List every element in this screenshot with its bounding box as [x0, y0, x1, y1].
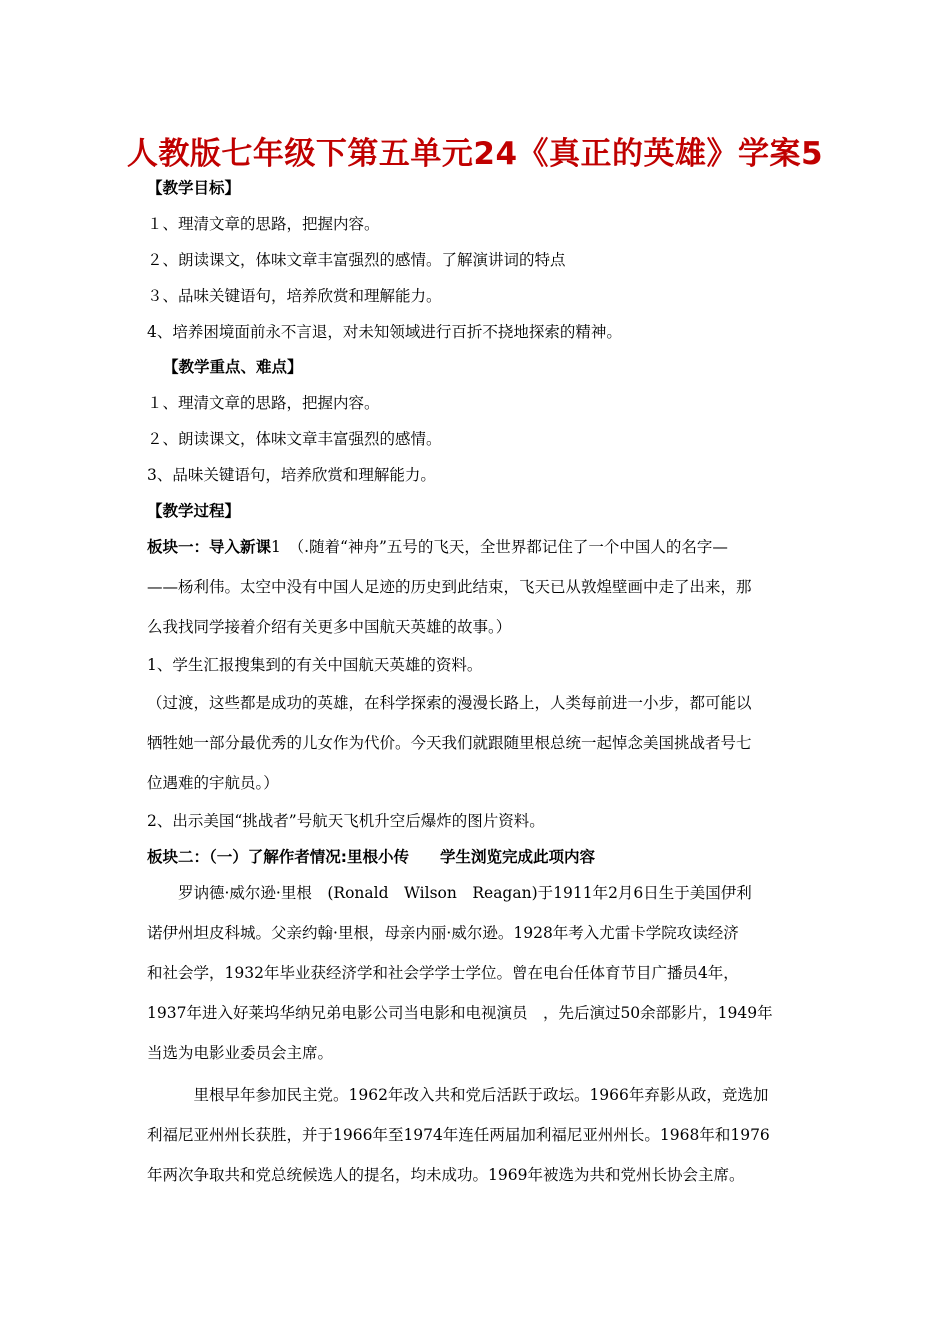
process-heading: 【教学过程】	[147, 502, 241, 520]
page-title: 人教版七年级下第五单元24《真正的英雄》学案5	[126, 136, 824, 172]
bio-line: 罗讷德·威尔逊·里根 (Ronald Wilson Reagan)于1911年2月6日生于美国伊利	[147, 884, 752, 902]
block2-label: 板块二：（一）了解作者情况:里根小传 学生浏览完成此项内容	[147, 848, 595, 866]
keypoint-item: ２、朗读课文，体味文章丰富强烈的感情。	[147, 430, 442, 448]
bio-line: 里根早年参加民主党。1962年改入共和党后活跃于政坛。1966年弃影从政，竞选加	[147, 1086, 769, 1104]
block1-label: 板块一：导入新课	[147, 538, 272, 556]
block1-text: ——杨利伟。太空中没有中国人足迹的历史到此结束，飞天已从敦煌壁画中走了出来，那	[147, 578, 752, 596]
goal-item: ２、朗读课文，体味文章丰富强烈的感情。了解演讲词的特点	[147, 251, 566, 269]
bio-line: 利福尼亚州州长获胜，并于1966年至1974年连任两届加利福尼亚州州长。1968年和1976	[147, 1126, 770, 1144]
keypoints-heading: 【教学重点、难点】	[163, 358, 303, 376]
bio-line: 诺伊州坦皮科城。父亲约翰·里根，母亲内丽·威尔逊。1928年考入尤雷卡学院攻读经济	[147, 924, 739, 942]
transition-text: 牺牲她一部分最优秀的儿女作为代价。今天我们就跟随里根总统一起悼念美国挑战者号七	[147, 734, 752, 752]
block1-text: 1 （.随着“神舟”五号的飞天，全世界都记住了一个中国人的名字—	[271, 538, 728, 556]
block1-text: 么我找同学接着介绍有关更多中国航天英雄的故事。）	[147, 618, 512, 636]
bio-line: 年两次争取共和党总统候选人的提名，均未成功。1969年被选为共和党州长协会主席。	[147, 1166, 745, 1184]
goals-heading: 【教学目标】	[147, 179, 241, 197]
keypoint-item: 3、品味关键语句，培养欣赏和理解能力。	[147, 466, 436, 484]
bio-line: 1937年进入好莱坞华纳兄弟电影公司当电影和电视演员 ，先后演过50余部影片，1949年	[147, 1004, 773, 1022]
transition-text: 位遇难的宇航员。）	[147, 774, 279, 792]
keypoint-item: １、理清文章的思路，把握内容。	[147, 394, 380, 412]
block1-intro-line	[147, 537, 807, 557]
transition-text: （过渡，这些都是成功的英雄，在科学探索的漫漫长路上，人类每前进一小步，都可能以	[147, 694, 752, 712]
block1-item: 1、学生汇报搜集到的有关中国航天英雄的资料。	[147, 656, 483, 674]
goal-item: ３、品味关键语句，培养欣赏和理解能力。	[147, 287, 442, 305]
goal-item: 4、培养困境面前永不言退，对未知领域进行百折不挠地探索的精神。	[147, 323, 622, 341]
goal-item: １、理清文章的思路，把握内容。	[147, 215, 380, 233]
block1-item: 2、出示美国“挑战者”号航天飞机升空后爆炸的图片资料。	[147, 812, 545, 830]
bio-line: 当选为电影业委员会主席。	[147, 1044, 334, 1062]
bio-line: 和社会学，1932年毕业获经济学和社会学学士学位。曾在电台任体育节目广播员4年，	[147, 964, 739, 982]
